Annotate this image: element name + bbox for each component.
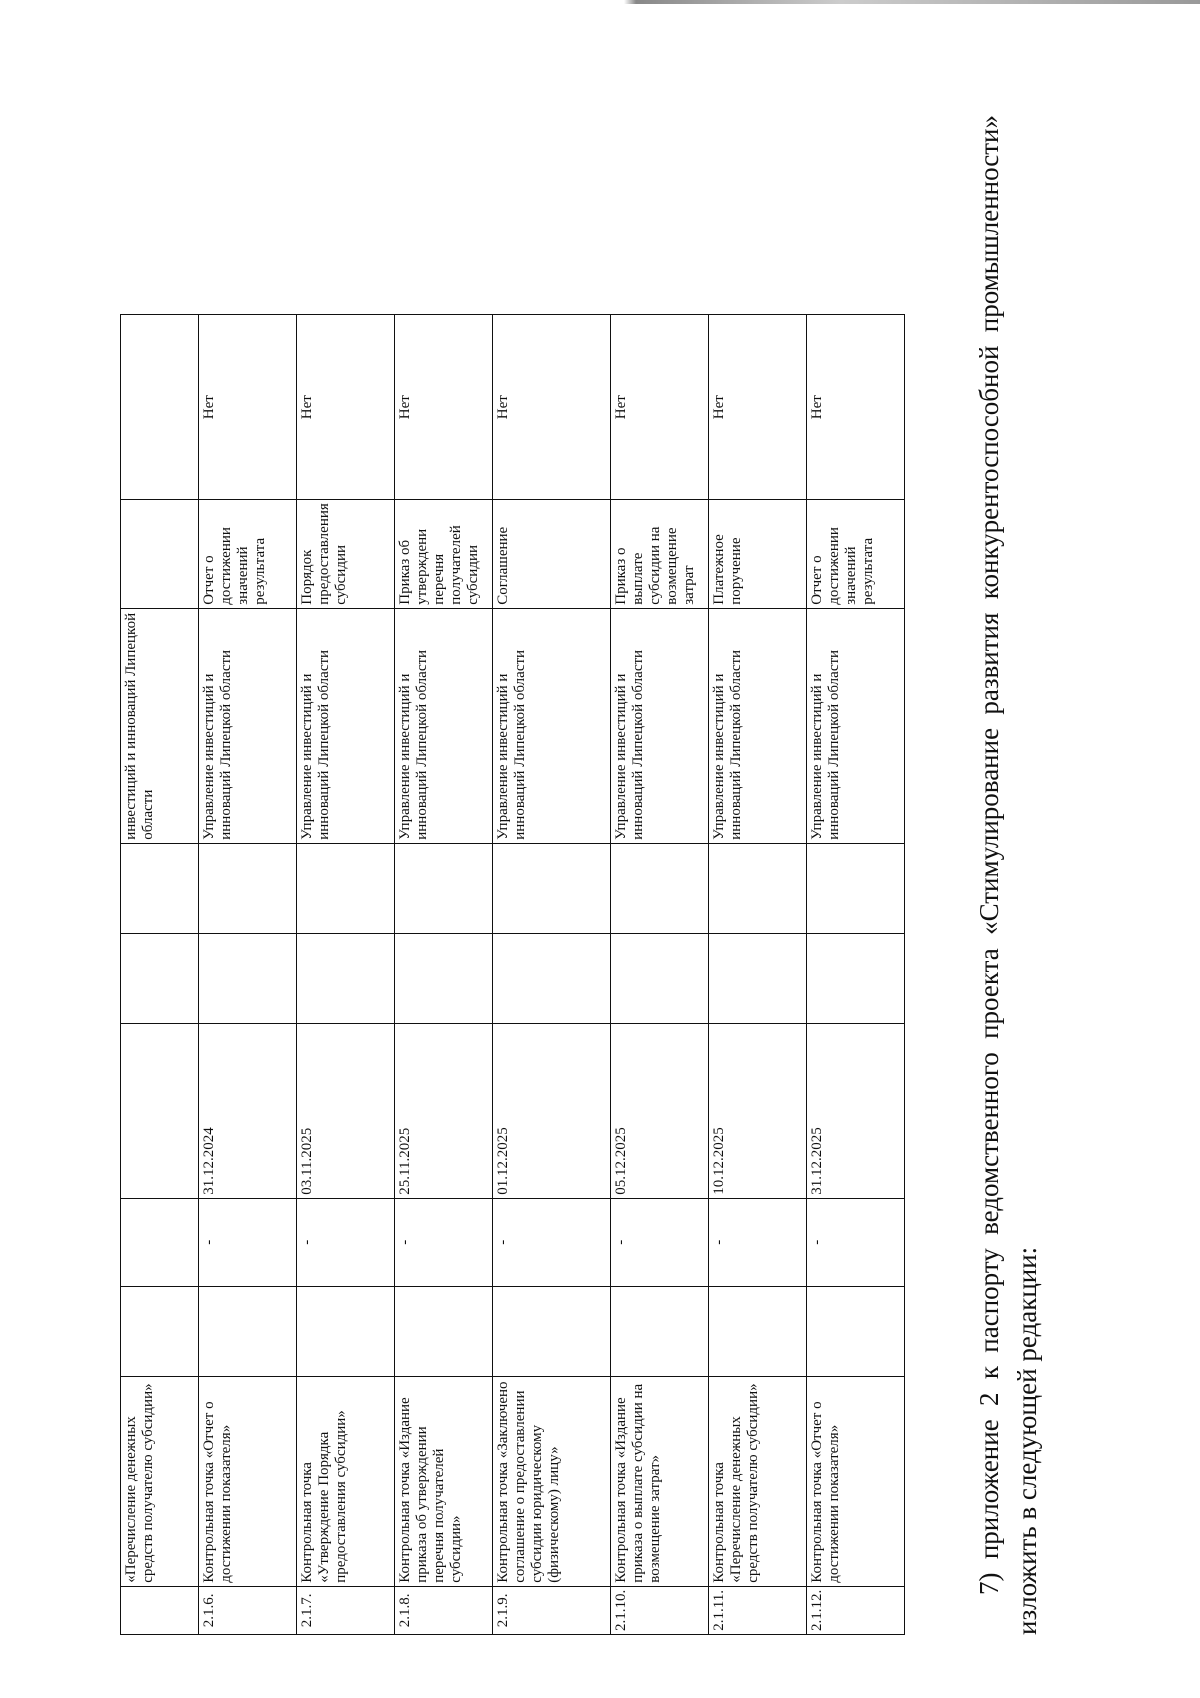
row-information-system: Нет: [395, 315, 493, 500]
row-information-system: Нет: [297, 315, 395, 500]
table-row: [807, 315, 905, 1635]
row-empty-cell: [807, 933, 905, 1023]
row-start-date: -: [297, 1198, 395, 1286]
row-empty-cell: [395, 843, 493, 933]
control-points-table: [120, 314, 905, 1635]
table-row: [611, 315, 709, 1635]
row-empty-cell: [199, 843, 297, 933]
row-basis: [807, 1286, 905, 1376]
row-responsible: Управление инвестиций и инноваций Липецкой области: [297, 608, 395, 843]
row-document: [121, 500, 199, 609]
row-empty-cell: [611, 843, 709, 933]
row-empty-cell: [297, 843, 395, 933]
row-end-date: [121, 1023, 199, 1198]
row-end-date: 01.12.2025: [493, 1023, 611, 1198]
row-basis: [297, 1286, 395, 1376]
row-end-date: 31.12.2025: [807, 1023, 905, 1198]
row-responsible: Управление инвестиций и инноваций Липецкой области: [493, 608, 611, 843]
row-information-system: Нет: [199, 315, 297, 500]
row-empty-cell: [709, 843, 807, 933]
row-name: Контрольная точка «Отчет о достижении показателя»: [199, 1376, 297, 1586]
row-number: 2.1.10.: [611, 1586, 709, 1634]
row-name: Контрольная точка «Отчет о достижении показателя»: [807, 1376, 905, 1586]
row-name: Контрольная точка «Издание приказа о выплате субсидии на возмещение затрат»: [611, 1376, 709, 1586]
table-row: [297, 315, 395, 1635]
row-name: Контрольная точка «Издание приказа об утверждении перечня получателей субсидии»: [395, 1376, 493, 1586]
row-number: 2.1.12.: [807, 1586, 905, 1634]
row-document: Соглашение: [493, 500, 611, 609]
row-information-system: Нет: [807, 315, 905, 500]
row-start-date: -: [709, 1198, 807, 1286]
row-number: 2.1.7.: [297, 1586, 395, 1634]
table-row: [493, 315, 611, 1635]
row-empty-cell: [121, 843, 199, 933]
row-document: Отчет о достижении значений результата: [199, 500, 297, 609]
row-number: [121, 1586, 199, 1634]
row-basis: [395, 1286, 493, 1376]
row-document: Порядок предоставления субсидии: [297, 500, 395, 609]
row-document: Приказ о выплате субсидии на возмещение затрат: [611, 500, 709, 609]
row-responsible: инвестиций и инноваций Липецкой области: [121, 608, 199, 843]
row-empty-cell: [199, 933, 297, 1023]
table-row: [121, 315, 199, 1635]
paragraph-text: 7) приложение 2 к паспорту ведомственного проекта «Стимулирование развития конкурентоспособной промышленности» изложить в следующей редакции:: [974, 115, 1042, 1635]
row-responsible: Управление инвестиций и инноваций Липецкой области: [807, 608, 905, 843]
row-end-date: 05.12.2025: [611, 1023, 709, 1198]
row-number: 2.1.9.: [493, 1586, 611, 1634]
row-document: Платежное поручение: [709, 500, 807, 609]
row-end-date: 10.12.2025: [709, 1023, 807, 1198]
row-start-date: -: [395, 1198, 493, 1286]
row-empty-cell: [297, 933, 395, 1023]
row-information-system: Нет: [709, 315, 807, 500]
row-start-date: -: [611, 1198, 709, 1286]
row-information-system: [121, 315, 199, 500]
row-responsible: Управление инвестиций и инноваций Липецкой области: [395, 608, 493, 843]
row-name: Контрольная точка «Заключено соглашение о предоставлении субсидии юридическому (физическому) лицу»: [493, 1376, 611, 1586]
table-row: [395, 315, 493, 1635]
row-number: 2.1.11.: [709, 1586, 807, 1634]
row-responsible: Управление инвестиций и инноваций Липецкой области: [199, 608, 297, 843]
row-start-date: -: [199, 1198, 297, 1286]
row-document: Отчет о достижении значений результата: [807, 500, 905, 609]
row-basis: [611, 1286, 709, 1376]
table-row: [709, 315, 807, 1635]
row-number: 2.1.6.: [199, 1586, 297, 1634]
row-name: «Перечисление денежных средств получателю субсидии»: [121, 1376, 199, 1586]
row-name: Контрольная точка «Перечисление денежных средств получателю субсидии»: [709, 1376, 807, 1586]
row-basis: [121, 1286, 199, 1376]
row-information-system: Нет: [611, 315, 709, 500]
row-end-date: 25.11.2025: [395, 1023, 493, 1198]
row-empty-cell: [121, 933, 199, 1023]
row-name: Контрольная точка «Утверждение Порядка предоставления субсидии»: [297, 1376, 395, 1586]
row-end-date: 31.12.2024: [199, 1023, 297, 1198]
row-empty-cell: [807, 843, 905, 933]
row-empty-cell: [709, 933, 807, 1023]
row-basis: [709, 1286, 807, 1376]
table-row: [199, 315, 297, 1635]
row-basis: [199, 1286, 297, 1376]
table-body: [121, 315, 905, 1635]
rotated-page: [70, 75, 1090, 1635]
row-basis: [493, 1286, 611, 1376]
row-responsible: Управление инвестиций и инноваций Липецкой области: [709, 608, 807, 843]
row-empty-cell: [611, 933, 709, 1023]
row-document: Приказ об утверждени перечня получателей субсидии: [395, 500, 493, 609]
row-responsible: Управление инвестиций и инноваций Липецкой области: [611, 608, 709, 843]
row-end-date: 03.11.2025: [297, 1023, 395, 1198]
row-start-date: -: [493, 1198, 611, 1286]
amendment-paragraph: [970, 115, 1046, 1635]
scan-edge: [0, 0, 1200, 4]
row-empty-cell: [395, 933, 493, 1023]
row-empty-cell: [493, 843, 611, 933]
row-empty-cell: [493, 933, 611, 1023]
row-number: 2.1.8.: [395, 1586, 493, 1634]
row-information-system: Нет: [493, 315, 611, 500]
row-start-date: -: [807, 1198, 905, 1286]
row-start-date: [121, 1198, 199, 1286]
